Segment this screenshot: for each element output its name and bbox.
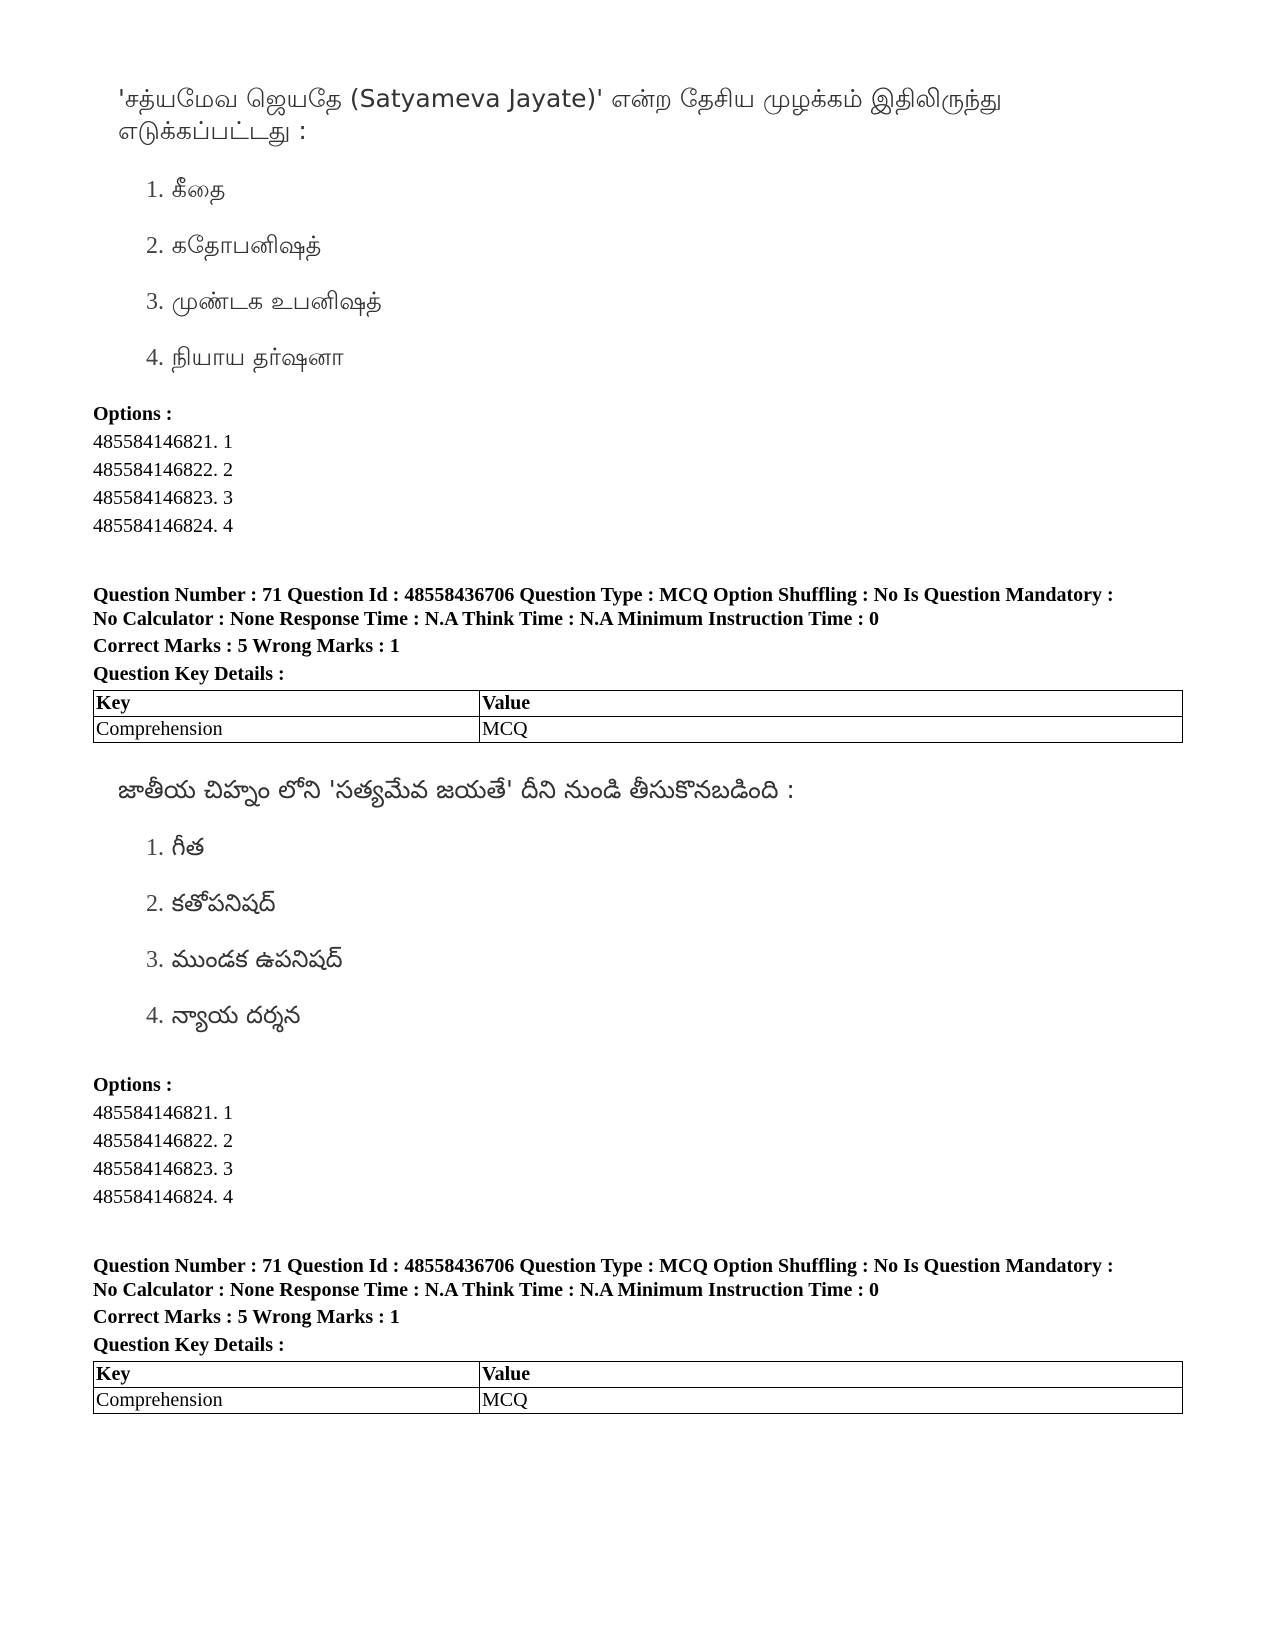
question-choice-4: 4. நியாய தர்ஷனா: [146, 343, 344, 371]
options-heading: Options :: [93, 403, 173, 425]
option-line: 485584146821. 1: [93, 1102, 233, 1124]
question-stem-telugu: జాతీయ చిహ్నం లోని 'సత్యమేవ జయతే' దీని నుండి తీసుకొనబడింది :: [118, 775, 795, 804]
key-table-header-row: [94, 691, 1183, 717]
option-line: 485584146822. 2: [93, 459, 233, 481]
option-line: 485584146822. 2: [93, 1130, 233, 1152]
question-choice-1: 1. గీత: [146, 833, 205, 861]
key-table-header-key: Key: [94, 691, 480, 717]
option-line: 485584146824. 4: [93, 515, 233, 537]
options-heading: Options :: [93, 1074, 173, 1096]
question-choice-3: 3. முண்டக உபனிஷத்: [146, 287, 382, 315]
key-table-header-row: [94, 1362, 1183, 1388]
question-marks: Correct Marks : 5 Wrong Marks : 1: [93, 1306, 400, 1328]
question-key-details-heading: Question Key Details :: [93, 663, 285, 685]
question-choice-2: 2. కతోపనిషద్: [146, 889, 276, 917]
key-table-cell-value: MCQ: [480, 1388, 1183, 1414]
question-meta-line-1: Question Number : 71 Question Id : 48558436706 Question Type : MCQ Option Shuffling : No Is Question Mandatory :: [93, 1255, 1114, 1277]
question-choice-3: 3. ముండక ఉపనిషద్: [146, 945, 343, 973]
question-meta: [93, 1254, 1213, 1302]
question-key-details-heading: Question Key Details :: [93, 1334, 285, 1356]
option-line: 485584146823. 3: [93, 1158, 233, 1180]
question-stem-tamil: 'சத்யமேவ ஜெயதே (Satyameva Jayate)' என்ற தேசிய முழக்கம் இதிலிருந்து எடுக்கப்பட்டது :: [118, 84, 1002, 145]
question-key-table: [93, 1361, 1183, 1414]
question-meta: [93, 583, 1213, 631]
option-line: 485584146821. 1: [93, 431, 233, 453]
question-choice-2: 2. கதோபனிஷத்: [146, 231, 322, 259]
key-table-cell-value: MCQ: [480, 717, 1183, 743]
key-table-header-value: Value: [480, 691, 1183, 717]
question-choice-1: 1. கீதை: [146, 175, 226, 203]
key-table-row: [94, 1388, 1183, 1414]
key-table-cell-key: Comprehension: [94, 717, 480, 743]
option-line: 485584146823. 3: [93, 487, 233, 509]
key-table-cell-key: Comprehension: [94, 1388, 480, 1414]
key-table-header-key: Key: [94, 1362, 480, 1388]
question-choice-4: 4. న్యాయ దర్శన: [146, 1001, 301, 1029]
question-key-table: [93, 690, 1183, 743]
option-line: 485584146824. 4: [93, 1186, 233, 1208]
question-marks: Correct Marks : 5 Wrong Marks : 1: [93, 635, 400, 657]
key-table-header-value: Value: [480, 1362, 1183, 1388]
question-meta-line-2: No Calculator : None Response Time : N.A Think Time : N.A Minimum Instruction Time : 0: [93, 608, 879, 630]
question-meta-line-1: Question Number : 71 Question Id : 48558436706 Question Type : MCQ Option Shuffling : No Is Question Mandatory :: [93, 584, 1114, 606]
question-meta-line-2: No Calculator : None Response Time : N.A Think Time : N.A Minimum Instruction Time : 0: [93, 1279, 879, 1301]
key-table-row: [94, 717, 1183, 743]
